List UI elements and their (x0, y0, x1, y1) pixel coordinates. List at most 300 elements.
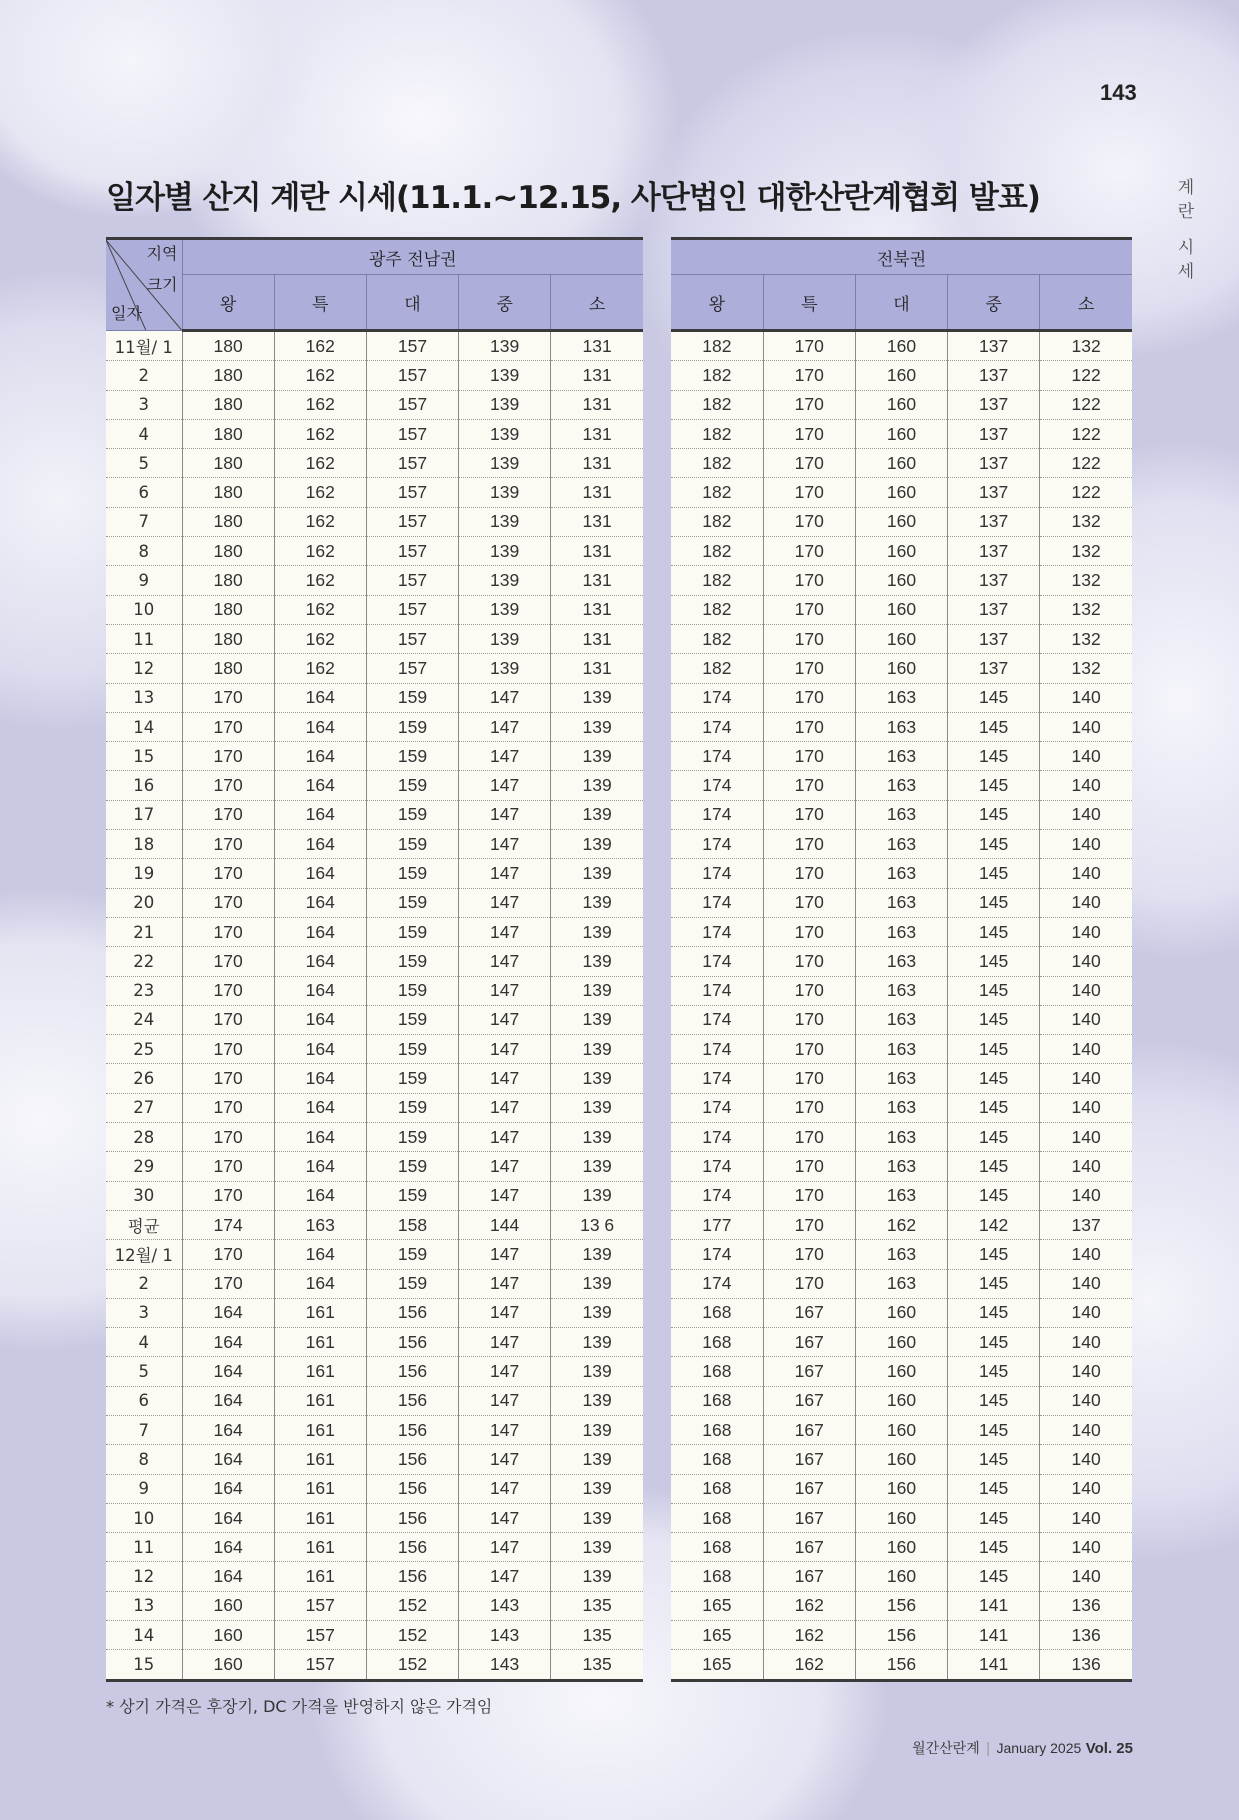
price-cell: 136 (1040, 1591, 1132, 1620)
grade-header: 중 (948, 275, 1040, 331)
price-cell: 122 (1040, 390, 1132, 419)
price-cell: 145 (948, 1005, 1040, 1034)
price-cell: 162 (855, 1210, 947, 1239)
price-cell: 163 (855, 1269, 947, 1298)
price-cell: 163 (855, 1123, 947, 1152)
price-cell: 174 (671, 1005, 763, 1034)
price-cell: 182 (671, 419, 763, 448)
price-cell: 140 (1040, 1240, 1132, 1269)
table-row (671, 1240, 1132, 1269)
region-header-gwangju-jeonnam: 광주 전남권 (182, 239, 643, 275)
price-cell: 159 (366, 1269, 458, 1298)
price-cell: 162 (274, 624, 366, 653)
price-cell: 139 (459, 478, 551, 507)
price-cell: 164 (274, 771, 366, 800)
price-cell: 167 (763, 1503, 855, 1532)
table-row (671, 361, 1132, 390)
date-cell: 4 (106, 1328, 182, 1357)
table-row (106, 537, 643, 566)
price-cell: 182 (671, 537, 763, 566)
table-row (671, 1650, 1132, 1680)
price-cell: 131 (551, 449, 643, 478)
price-cell: 143 (459, 1591, 551, 1620)
price-cell: 137 (948, 624, 1040, 653)
table-row (671, 419, 1132, 448)
price-cell: 159 (366, 947, 458, 976)
table-row (671, 1357, 1132, 1386)
price-cell: 164 (274, 1035, 366, 1064)
price-cell: 168 (671, 1474, 763, 1503)
table-row (106, 1503, 643, 1532)
date-cell: 11월/ 1 (106, 331, 182, 361)
price-cell: 137 (948, 654, 1040, 683)
price-cell: 160 (855, 566, 947, 595)
price-cell: 140 (1040, 859, 1132, 888)
price-cell: 157 (366, 390, 458, 419)
price-cell: 163 (855, 771, 947, 800)
price-cell: 161 (274, 1328, 366, 1357)
volume-number: Vol. 25 (1085, 1740, 1133, 1757)
price-cell: 140 (1040, 1533, 1132, 1562)
table-row (671, 1152, 1132, 1181)
price-cell: 174 (671, 742, 763, 771)
table-row (106, 683, 643, 712)
price-cell: 132 (1040, 654, 1132, 683)
price-cell: 167 (763, 1445, 855, 1474)
grade-header: 왕 (182, 275, 274, 331)
price-cell: 180 (182, 478, 274, 507)
price-cell: 139 (551, 800, 643, 829)
price-cell: 163 (855, 712, 947, 741)
page-number: 143 (1100, 80, 1137, 105)
price-cell: 139 (551, 830, 643, 859)
table-row (106, 1240, 643, 1269)
price-cell: 140 (1040, 1357, 1132, 1386)
price-cell: 140 (1040, 1005, 1132, 1034)
date-cell: 23 (106, 976, 182, 1005)
table-row (106, 1298, 643, 1327)
price-cell: 159 (366, 1152, 458, 1181)
price-cell: 147 (459, 683, 551, 712)
price-cell: 161 (274, 1503, 366, 1532)
price-cell: 180 (182, 595, 274, 624)
price-table-gwangju-jeonnam (106, 237, 643, 1682)
price-cell: 139 (551, 1181, 643, 1210)
price-cell: 164 (182, 1533, 274, 1562)
price-cell: 156 (366, 1357, 458, 1386)
table-row (671, 1503, 1132, 1532)
price-cell: 139 (459, 537, 551, 566)
price-cell: 180 (182, 654, 274, 683)
price-cell: 159 (366, 1093, 458, 1122)
grade-header: 대 (855, 275, 947, 331)
table-row (671, 683, 1132, 712)
table-row (106, 1064, 643, 1093)
price-cell: 167 (763, 1298, 855, 1327)
price-cell: 159 (366, 1240, 458, 1269)
price-cell: 168 (671, 1328, 763, 1357)
price-cell: 162 (274, 537, 366, 566)
price-cell: 182 (671, 449, 763, 478)
price-cell: 159 (366, 1123, 458, 1152)
date-cell: 2 (106, 361, 182, 390)
price-cell: 164 (182, 1328, 274, 1357)
price-cell: 163 (855, 1181, 947, 1210)
table-row (106, 1181, 643, 1210)
price-cell: 140 (1040, 1269, 1132, 1298)
price-cell: 160 (855, 507, 947, 536)
price-cell: 140 (1040, 976, 1132, 1005)
table-row (671, 566, 1132, 595)
price-cell: 170 (763, 800, 855, 829)
price-cell: 131 (551, 654, 643, 683)
price-cell: 139 (551, 1415, 643, 1444)
price-cell: 164 (274, 888, 366, 917)
price-cell: 164 (274, 1181, 366, 1210)
price-cell: 162 (763, 1650, 855, 1680)
price-cell: 163 (855, 1064, 947, 1093)
date-cell: 12 (106, 1562, 182, 1591)
price-cell: 143 (459, 1650, 551, 1680)
date-cell: 10 (106, 595, 182, 624)
price-cell: 147 (459, 1298, 551, 1327)
price-cell: 170 (763, 449, 855, 478)
price-cell: 164 (182, 1386, 274, 1415)
price-cell: 139 (459, 449, 551, 478)
date-cell: 9 (106, 1474, 182, 1503)
price-cell: 156 (366, 1503, 458, 1532)
price-cell: 145 (948, 1181, 1040, 1210)
table-row (106, 478, 643, 507)
price-cell: 145 (948, 1240, 1040, 1269)
price-cell: 170 (763, 537, 855, 566)
price-cell: 162 (274, 361, 366, 390)
price-cell: 170 (182, 742, 274, 771)
price-cell: 137 (948, 419, 1040, 448)
price-cell: 145 (948, 742, 1040, 771)
corner-size-label: 크기 (146, 275, 178, 294)
price-cell: 162 (274, 595, 366, 624)
price-cell: 164 (274, 917, 366, 946)
price-cell: 174 (671, 1181, 763, 1210)
table-row (106, 1386, 643, 1415)
table-row (671, 742, 1132, 771)
table-row (106, 1210, 643, 1239)
price-cell: 139 (551, 1503, 643, 1532)
date-cell: 10 (106, 1503, 182, 1532)
price-cell: 139 (551, 1064, 643, 1093)
price-cell: 159 (366, 1181, 458, 1210)
price-cell: 139 (551, 888, 643, 917)
price-cell: 161 (274, 1386, 366, 1415)
price-cell: 139 (551, 1035, 643, 1064)
price-cell: 145 (948, 1445, 1040, 1474)
issue-month: January 2025 (996, 1740, 1082, 1756)
price-cell: 170 (763, 566, 855, 595)
date-cell: 14 (106, 712, 182, 741)
date-cell: 15 (106, 742, 182, 771)
price-cell: 162 (274, 478, 366, 507)
price-cell: 147 (459, 1562, 551, 1591)
price-cell: 170 (763, 976, 855, 1005)
table-row (106, 888, 643, 917)
price-cell: 152 (366, 1650, 458, 1680)
table-row (106, 1123, 643, 1152)
table-row (106, 1035, 643, 1064)
table-row (106, 419, 643, 448)
price-cell: 147 (459, 1533, 551, 1562)
price-cell: 147 (459, 1474, 551, 1503)
table-row (106, 507, 643, 536)
price-cell: 163 (855, 1240, 947, 1269)
table-row (671, 1562, 1132, 1591)
price-cell: 170 (763, 1093, 855, 1122)
price-cell: 170 (763, 830, 855, 859)
price-cell: 170 (763, 1240, 855, 1269)
price-cell: 137 (948, 537, 1040, 566)
price-cell: 164 (182, 1474, 274, 1503)
price-cell: 170 (763, 888, 855, 917)
price-cell: 145 (948, 683, 1040, 712)
date-cell: 20 (106, 888, 182, 917)
price-cell: 168 (671, 1533, 763, 1562)
price-cell: 145 (948, 1533, 1040, 1562)
date-cell: 평균 (106, 1210, 182, 1239)
table-row (671, 654, 1132, 683)
price-cell: 167 (763, 1357, 855, 1386)
table-row (671, 830, 1132, 859)
price-cell: 163 (274, 1210, 366, 1239)
price-cell: 180 (182, 624, 274, 653)
price-cell: 140 (1040, 888, 1132, 917)
price-cell: 157 (366, 566, 458, 595)
price-cell: 139 (551, 1445, 643, 1474)
price-cell: 152 (366, 1621, 458, 1650)
price-table-jeonbuk (671, 237, 1132, 1682)
price-cell: 147 (459, 947, 551, 976)
price-cell: 170 (763, 361, 855, 390)
price-cell: 147 (459, 1064, 551, 1093)
price-cell: 147 (459, 1035, 551, 1064)
price-cell: 160 (182, 1621, 274, 1650)
price-cell: 144 (459, 1210, 551, 1239)
price-cell: 140 (1040, 1181, 1132, 1210)
magazine-name: 월간산란계 (912, 1741, 980, 1757)
price-cell: 165 (671, 1650, 763, 1680)
table-row (671, 1093, 1132, 1122)
price-cell: 170 (763, 654, 855, 683)
price-cell: 156 (855, 1650, 947, 1680)
price-cell: 132 (1040, 537, 1132, 566)
date-cell: 13 (106, 683, 182, 712)
price-cell: 157 (366, 537, 458, 566)
price-cell: 159 (366, 917, 458, 946)
table-row (671, 595, 1132, 624)
price-cell: 180 (182, 449, 274, 478)
price-cell: 147 (459, 800, 551, 829)
grade-header: 소 (1040, 275, 1132, 331)
price-cell: 147 (459, 1123, 551, 1152)
price-cell: 122 (1040, 419, 1132, 448)
price-cell: 157 (274, 1591, 366, 1620)
price-cell: 156 (366, 1328, 458, 1357)
price-cell: 163 (855, 683, 947, 712)
price-cell: 168 (671, 1415, 763, 1444)
price-cell: 156 (366, 1445, 458, 1474)
price-cell: 168 (671, 1445, 763, 1474)
price-cell: 160 (855, 624, 947, 653)
price-cell: 135 (551, 1591, 643, 1620)
table-row (671, 1064, 1132, 1093)
price-cell: 164 (274, 1269, 366, 1298)
price-cell: 132 (1040, 331, 1132, 361)
footnote: * 상기 가격은 후장기, DC 가격을 반영하지 않은 가격임 (106, 1697, 493, 1716)
price-cell: 159 (366, 800, 458, 829)
price-cell: 180 (182, 361, 274, 390)
price-cell: 157 (366, 449, 458, 478)
price-cell: 170 (182, 1269, 274, 1298)
table-row (106, 1269, 643, 1298)
table-row (106, 1591, 643, 1620)
price-cell: 145 (948, 800, 1040, 829)
price-cell: 167 (763, 1415, 855, 1444)
grade-header: 소 (551, 275, 643, 331)
price-cell: 182 (671, 566, 763, 595)
price-cell: 140 (1040, 947, 1132, 976)
date-cell: 26 (106, 1064, 182, 1093)
price-cell: 174 (671, 1123, 763, 1152)
price-cell: 137 (948, 361, 1040, 390)
price-cell: 147 (459, 1503, 551, 1532)
price-cell: 139 (459, 390, 551, 419)
price-cell: 174 (671, 1152, 763, 1181)
price-cell: 170 (182, 712, 274, 741)
price-cell: 139 (459, 566, 551, 595)
price-cell: 164 (274, 1240, 366, 1269)
price-cell: 139 (551, 771, 643, 800)
table-row (671, 1386, 1132, 1415)
date-cell: 25 (106, 1035, 182, 1064)
price-cell: 139 (459, 419, 551, 448)
price-cell: 174 (671, 859, 763, 888)
table-row (671, 1181, 1132, 1210)
price-cell: 164 (274, 712, 366, 741)
price-cell: 163 (855, 947, 947, 976)
price-cell: 147 (459, 1269, 551, 1298)
grade-header: 중 (459, 275, 551, 331)
table-row (671, 331, 1132, 361)
price-cell: 170 (763, 624, 855, 653)
price-cell: 159 (366, 683, 458, 712)
date-cell: 12월/ 1 (106, 1240, 182, 1269)
table-row (671, 1269, 1132, 1298)
price-cell: 145 (948, 830, 1040, 859)
price-cell: 177 (671, 1210, 763, 1239)
price-cell: 159 (366, 1035, 458, 1064)
price-cell: 140 (1040, 1123, 1132, 1152)
price-cell: 170 (182, 888, 274, 917)
date-cell: 8 (106, 1445, 182, 1474)
date-cell: 13 (106, 1591, 182, 1620)
price-cell: 161 (274, 1415, 366, 1444)
date-cell: 15 (106, 1650, 182, 1680)
price-cell: 159 (366, 830, 458, 859)
price-cell: 156 (855, 1621, 947, 1650)
table-row (106, 1357, 643, 1386)
price-cell: 170 (763, 771, 855, 800)
price-cell: 164 (182, 1298, 274, 1327)
price-cell: 140 (1040, 1298, 1132, 1327)
price-cell: 156 (366, 1562, 458, 1591)
table-row (671, 1035, 1132, 1064)
price-cell: 182 (671, 390, 763, 419)
price-cell: 141 (948, 1621, 1040, 1650)
price-cell: 174 (671, 830, 763, 859)
price-cell: 145 (948, 1093, 1040, 1122)
table-row (106, 917, 643, 946)
table-row (106, 1474, 643, 1503)
price-cell: 182 (671, 624, 763, 653)
price-cell: 170 (182, 1035, 274, 1064)
date-cell: 3 (106, 1298, 182, 1327)
price-cell: 156 (366, 1386, 458, 1415)
price-cell: 180 (182, 537, 274, 566)
price-cell: 168 (671, 1298, 763, 1327)
price-cell: 156 (366, 1533, 458, 1562)
price-cell: 140 (1040, 1474, 1132, 1503)
price-cell: 163 (855, 1152, 947, 1181)
date-cell: 27 (106, 1093, 182, 1122)
price-cell: 141 (948, 1650, 1040, 1680)
price-cell: 145 (948, 1298, 1040, 1327)
price-cell: 131 (551, 419, 643, 448)
price-cell: 140 (1040, 1562, 1132, 1591)
price-cell: 157 (366, 654, 458, 683)
table-row (671, 1621, 1132, 1650)
price-cell: 156 (366, 1474, 458, 1503)
price-cell: 170 (763, 712, 855, 741)
price-cell: 160 (855, 361, 947, 390)
price-cell: 163 (855, 1005, 947, 1034)
price-cell: 170 (763, 507, 855, 536)
price-cell: 170 (182, 683, 274, 712)
price-cell: 147 (459, 771, 551, 800)
price-cell: 159 (366, 1005, 458, 1034)
price-cell: 174 (671, 800, 763, 829)
table-row (106, 654, 643, 683)
price-cell: 170 (763, 478, 855, 507)
price-cell: 170 (182, 1123, 274, 1152)
price-cell: 164 (182, 1503, 274, 1532)
price-cell: 159 (366, 888, 458, 917)
price-cell: 182 (671, 654, 763, 683)
price-cell: 139 (551, 976, 643, 1005)
price-cell: 137 (948, 331, 1040, 361)
price-cell: 157 (274, 1650, 366, 1680)
price-cell: 163 (855, 917, 947, 946)
price-cell: 163 (855, 1093, 947, 1122)
price-cell: 164 (182, 1357, 274, 1386)
price-cell: 132 (1040, 624, 1132, 653)
price-cell: 147 (459, 1093, 551, 1122)
price-cell: 164 (182, 1415, 274, 1444)
price-cell: 182 (671, 478, 763, 507)
price-cell: 174 (671, 712, 763, 741)
table-row (106, 742, 643, 771)
side-tab-char: 란 (1177, 202, 1195, 222)
table-row (671, 478, 1132, 507)
price-cell: 139 (551, 1093, 643, 1122)
